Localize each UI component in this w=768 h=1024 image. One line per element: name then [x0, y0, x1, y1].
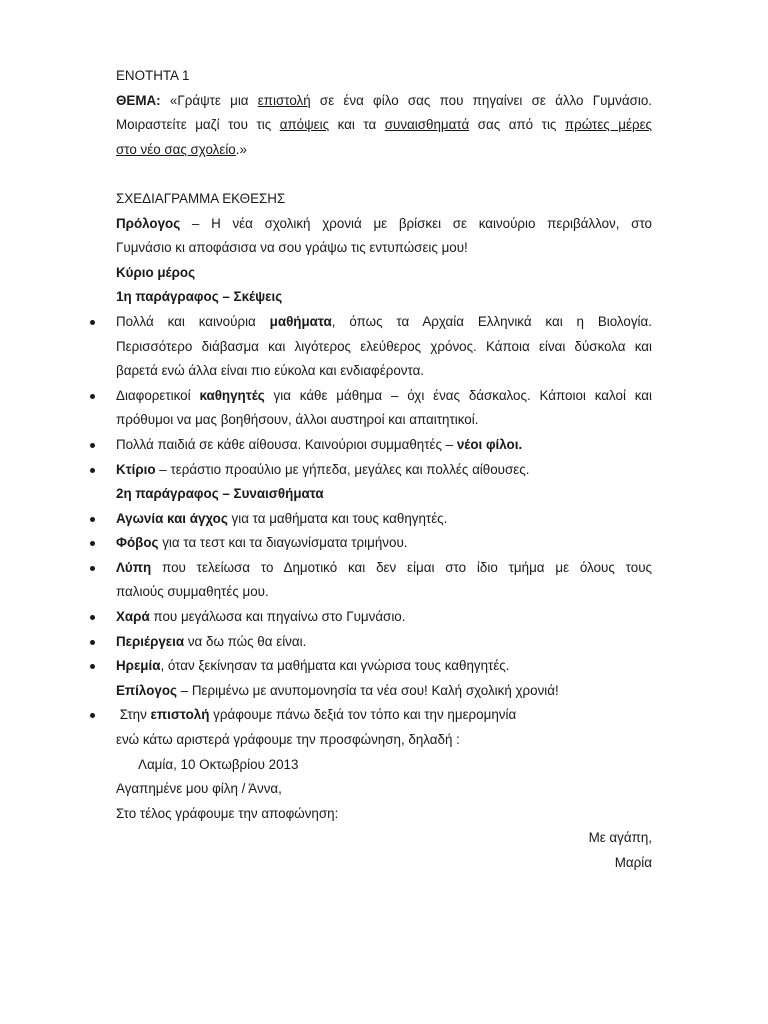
prologue-label: Πρόλογος: [116, 215, 181, 231]
bullet-item: Αγωνία και άγχος για τα μαθήματα και τους καθηγητές.: [116, 507, 652, 532]
bullet-icon: [90, 615, 95, 620]
bullet-item: Στην επιστολή γράφουμε πάνω δεξιά τον τόπο και την ημερομηνία ενώ κάτω αριστερά γράφουμε την προσφώνηση, δηλαδή :: [116, 703, 652, 752]
place-date: Λαμία, 10 Οκτωβρίου 2013: [138, 756, 299, 772]
spacer: [116, 162, 652, 187]
prologue-line-2: Γυμνάσιο κι αποφάσισα να σου γράψω τις εντυπώσεις μου!: [116, 240, 468, 256]
outline-title: ΣΧΕΔΙΑΓΡΑΜΜΑ ΕΚΘΕΣΗΣ: [116, 190, 286, 206]
paragraph-2-heading: 2η παράγραφος – Συναισθήματα: [116, 486, 324, 502]
prologue-line-1: Πρόλογος – Η νέα σχολική χρονιά με βρίσκει σε καινούριο περιβάλλον, στο: [116, 215, 652, 231]
underlined-term: στο νέο σας σχολείο: [116, 141, 236, 157]
bullet-item: Φόβος για τα τεστ και τα διαγωνίσματα τριμήνου.: [116, 531, 652, 556]
bullet-item: Διαφορετικοί καθηγητές για κάθε μάθημα – όχι ένας δάσκαλος. Κάποιοι καλοί και πρόθυμοι να μας βοηθήσουν, άλλοι αυστηροί και απαιτητικοί.: [116, 384, 652, 433]
bullet-item: Πολλά παιδιά σε κάθε αίθουσα. Καινούριοι συμμαθητές – νέοι φίλοι.: [116, 433, 652, 458]
bullet-icon: [90, 320, 95, 325]
theme-line-1: ΘΕΜΑ: «Γράψτε μια επιστολή σε ένα φίλο σας που πηγαίνει σε άλλο Γυμνάσιο.: [116, 92, 652, 108]
bullet-icon: [90, 468, 95, 473]
bullet-icon: [90, 713, 95, 718]
document-body: [116, 64, 652, 876]
salutation: Αγαπημένε μου φίλη / Άννα,: [116, 781, 282, 797]
bullet-icon: [90, 566, 95, 571]
closing-note: Στο τέλος γράφουμε την αποφώνηση:: [116, 805, 339, 821]
paragraph-1-heading: 1η παράγραφος – Σκέψεις: [116, 289, 283, 305]
bullet-item: Ηρεμία, όταν ξεκίνησαν τα μαθήματα και γνώρισα τους καθηγητές.: [116, 654, 652, 679]
signature: Μαρία: [614, 855, 652, 870]
underlined-term: συναισθηματά: [384, 117, 470, 133]
bullet-icon: [90, 517, 95, 522]
theme-label: ΘΕΜΑ:: [116, 92, 161, 108]
bullet-item: Κτίριο – τεράστιο προαύλιο με γήπεδα, μεγάλες και πολλές αίθουσες.: [116, 458, 652, 483]
main-body-heading: Κύριο μέρος: [116, 264, 196, 280]
bullet-icon: [90, 394, 95, 399]
bullet-item: Λύπη που τελείωσα το Δημοτικό και δεν είμαι στο ίδιο τμήμα με όλους τους παλιούς συμμαθητές μου.: [116, 556, 652, 605]
bullet-icon: [90, 443, 95, 448]
underlined-term: απόψεις: [279, 117, 330, 133]
bullet-item: Περιέργεια να δω πώς θα είναι.: [116, 630, 652, 655]
epilogue-label: Επίλογος: [116, 682, 177, 698]
bullet-item: Χαρά που μεγάλωσα και πηγαίνω στο Γυμνάσιο.: [116, 605, 652, 630]
epilogue-line: Επίλογος – Περιμένω με ανυπομονησία τα νέα σου! Καλή σχολική χρονιά!: [116, 682, 559, 698]
underlined-term: επιστολή: [257, 92, 311, 108]
unit-heading: ΕΝΟΤΗΤΑ 1: [116, 68, 190, 83]
underlined-term: πρώτες μέρες: [564, 117, 652, 133]
theme-line-2: Μοιραστείτε μαζί του τις απόψεις και τα συναισθηματά σας από τις πρώτες μέρες: [116, 117, 652, 133]
bullet-icon: [90, 640, 95, 645]
bullet-icon: [90, 541, 95, 546]
signoff: Με αγάπη,: [588, 830, 652, 846]
theme-line-3: στο νέο σας σχολείο.»: [116, 141, 247, 157]
bullet-item: Πολλά και καινούρια μαθήματα, όπως τα Αρχαία Ελληνικά και η Βιολογία. Περισσότερο διάβασμα και λιγότερος ελεύθερος χρόνος. Κάποια είναι δύσκολα και βαρετά ενώ άλλα είναι πιο εύκολα και ενδιαφέροντα.: [116, 310, 652, 384]
bullet-icon: [90, 664, 95, 669]
